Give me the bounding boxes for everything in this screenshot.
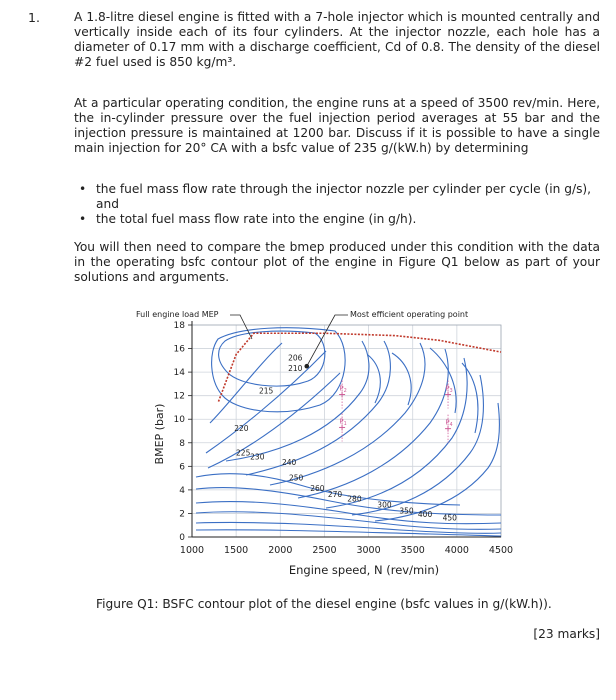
bsfc-contour-chart xyxy=(130,303,520,593)
question-paragraph-2: At a particular operating condition, the engine runs at a speed of 3500 rev/min. Here, the in-cylinder pressure over the fuel injection period averages at 55 bar and the injection pressure is maintained at 1200 bar. Discuss if it is possible to have a single main injection for 20° CA with a bsfc value of 235 g/(kW.h) by determining xyxy=(74,96,600,155)
contour-label: 250 xyxy=(289,473,304,483)
y-tick-label: 0 xyxy=(179,533,185,543)
y-tick-label: 16 xyxy=(173,344,185,355)
contour-label: 400 xyxy=(417,509,433,519)
figure-caption: Figure Q1: BSFC contour plot of the diesel engine (bsfc values in g/(kW.h)). xyxy=(96,597,552,611)
contour-label: 260 xyxy=(310,484,325,494)
x-tick-label: 2000 xyxy=(268,545,293,556)
x-tick-label: 2500 xyxy=(312,545,337,556)
contour-label: 450 xyxy=(442,513,457,523)
contour-label: 350 xyxy=(399,506,414,516)
question-paragraph-3: You will then need to compare the bmep produced under this condition with the data in the operating bsfc contour plot of the engine in Figure Q1 below as part of your solutions and arguments. xyxy=(74,240,600,284)
contour-line xyxy=(298,349,448,498)
y-tick-label: 2 xyxy=(179,509,185,520)
contour-label: 270 xyxy=(327,489,343,499)
contour-label: 220 xyxy=(234,424,249,433)
question-number: 1. xyxy=(28,10,40,25)
question-paragraph-1: A 1.8-litre diesel engine is fitted with a 7-hole injector which is mounted centrally and vertically inside each of its four cylinders. At the injector nozzle, each hole has a diameter of 0.17 mm with a discharge coefficient, Cd of 0.8. The density of the diesel #2 fuel used is 850 kg/m³. xyxy=(74,10,600,69)
contour-line xyxy=(392,353,411,405)
bullet-list xyxy=(74,182,604,227)
contour-label: 206 xyxy=(288,353,303,363)
x-tick-label: 3500 xyxy=(400,545,425,556)
x-tick-label: 4500 xyxy=(488,545,514,556)
y-tick-label: 12 xyxy=(173,391,185,402)
contour-line xyxy=(208,373,340,468)
most-efficient-point xyxy=(304,364,309,369)
x-tick-label: 1500 xyxy=(224,545,249,556)
marks-label: [23 marks] xyxy=(533,627,600,641)
y-axis-label: BMEP (bar) xyxy=(153,403,166,465)
bullet-item: • the fuel mass flow rate through the injector nozzle per cylinder per cycle (in g/s), and xyxy=(74,182,604,212)
contour-label: 240 xyxy=(281,458,297,468)
full-load-leader xyxy=(230,315,252,339)
operating-points xyxy=(304,364,452,443)
contour-label: 300 xyxy=(377,500,392,510)
y-tick-label: 8 xyxy=(179,438,185,449)
contour-label: 225 xyxy=(236,448,251,458)
y-tick-label: 14 xyxy=(173,368,185,379)
y-tick-label: 4 xyxy=(179,485,185,496)
contour-label: 210 xyxy=(288,363,303,373)
y-tick-label: 6 xyxy=(179,462,185,473)
bullet-item: • the total fuel mass flow rate into the engine (in g/h). xyxy=(74,212,604,227)
operating-point-label: $P_2$ xyxy=(339,384,347,394)
contour-label: 215 xyxy=(258,386,274,396)
operating-point-label: $P_4$ xyxy=(445,418,453,429)
y-tick-label: 10 xyxy=(173,415,185,426)
tick-labels xyxy=(174,321,514,556)
contour-labels xyxy=(234,353,457,522)
efficient-point-annotation: Most efficient operating point xyxy=(350,310,469,319)
contour-line xyxy=(462,363,478,433)
contour-label: 280 xyxy=(347,494,362,504)
contour-line xyxy=(210,343,282,423)
contour-label: 230 xyxy=(250,452,265,462)
operating-point-label: $P_1$ xyxy=(339,417,347,427)
y-tick-label: 18 xyxy=(173,321,185,331)
operating-point-label: $P_3$ xyxy=(445,384,453,394)
contour-line xyxy=(430,348,456,413)
x-tick-label: 1000 xyxy=(179,545,205,556)
x-tick-label: 4000 xyxy=(444,545,469,556)
full-load-annotation: Full engine load MEP xyxy=(136,310,219,319)
x-axis-label: Engine speed, N (rev/min) xyxy=(288,563,440,577)
x-tick-label: 3000 xyxy=(356,545,381,556)
contour-line xyxy=(375,403,499,521)
